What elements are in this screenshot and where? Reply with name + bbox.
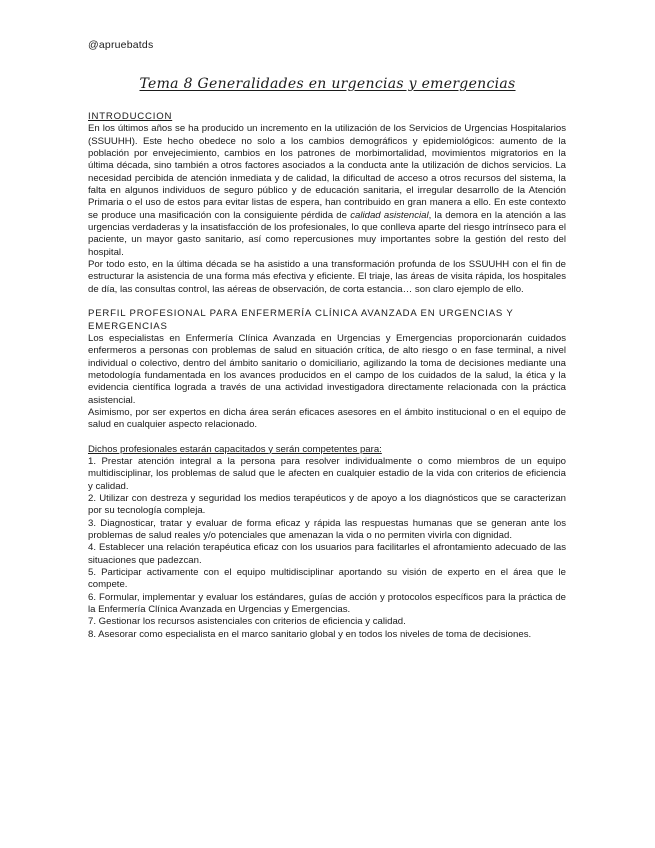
list-item: 6. Formular, implementar y evaluar los estándares, guías de acción y protocolos específicos para la práctica de la Enfermería Clínica Avanzada en Urgencias y Emergencias. — [88, 591, 566, 616]
list-item: 5. Participar activamente con el equipo multidisciplinar aportando su visión de experto en el área que le compete. — [88, 567, 566, 591]
section-heading-perfil-line1: PERFIL PROFESIONAL PARA ENFERMERÍA CLÍNICA AVANZADA EN URGENCIAS Y — [88, 308, 514, 320]
intro-paragraph-1-text: En los últimos años se ha producido un incremento en la utilización de los Servicios de Urgencias Hospitalarios (SSUUHH). Este hecho obedece no solo a los cambios demográficos y epidemiológicos: aumento de la población por envejecimiento, cambios en los patrones de morbimortalidad, movimientos migratorios en la última década, sino también a otros factores asociados a la conducta ante la utilización de dichos servicios. La necesidad percibida de atención inmediata y de calidad, la dificultad de acceso a otros recursos del sistema, la falta en algunos individuos de seguro público y de educación sanitaria, el irregular desarrollo de la Atención Primaria o el uso de estos para evitar listas de espera, han contribuido en gran manera a ello. En este contexto se produce una masificación con la consiguiente pérdida de — [88, 123, 566, 221]
document-body — [88, 111, 566, 641]
competencies-heading: Dichos profesionales estarán capacitados y serán competentes para: — [88, 443, 382, 455]
intro-paragraph-2: Por todo esto, en la última década se ha asistido a una transformación profunda de los SSUUHH con el fin de estructurar la asistencia de una forma más efectiva y eficiente. El triaje, las áreas de visita rápida, los hospitales de día, las consultas control, las aéreas de observación, de corta estancia… son claro ejemplo de ello. — [88, 259, 566, 295]
document-title: Tema 8 Generalidades en urgencias y emergencias — [139, 76, 516, 92]
spacer — [88, 432, 566, 444]
section-heading-perfil — [88, 308, 566, 333]
competencies-list — [88, 456, 566, 641]
section-heading-perfil-line2: EMERGENCIAS — [88, 320, 168, 332]
list-item: 3. Diagnosticar, tratar y evaluar de forma eficaz y rápida las respuestas humanas que se generan ante los problemas de salud reales y/o potenciales que amenazan la vida o no permiten vivirla con dignidad. — [88, 517, 566, 541]
list-item: 4. Establecer una relación terapéutica eficaz con los usuarios para facilitarles el afrontamiento adecuado de las situaciones que padezcan. — [88, 542, 566, 566]
perfil-paragraph-2: Asimismo, por ser expertos en dicha área serán eficaces asesores en el ámbito institucional o en el equipo de salud en cualquier aspecto relacionado. — [88, 406, 566, 431]
author-handle: @apruebatds — [88, 39, 154, 51]
list-item: 2. Utilizar con destreza y seguridad los medios terapéuticos y de apoyo a los diagnósticos que se caracterizan por su tecnología compleja. — [88, 492, 566, 517]
intro-paragraph-1 — [88, 123, 566, 259]
spacer — [88, 296, 566, 308]
list-item: 1. Prestar atención integral a la persona para resolver individualmente o como miembros de un equipo multidisciplinar, los problemas de salud que le afecten en cualquier estadio de la vida con criterios de eficiencia y calidad. — [88, 455, 566, 492]
intro-paragraph-1-emphasis: calidad asistencial — [350, 209, 429, 221]
intro-paragraph-1-end: , la demora en la atención a las urgencias verdaderas y la insatisfacción de los profesionales, lo que conlleva aparte del riesgo intrínseco para el paciente, un mayor gasto sanitario, así como repercusiones muy importantes sobre la gestión del resto del hospital. — [88, 209, 566, 258]
perfil-paragraph-1: Los especialistas en Enfermería Clínica Avanzada en Urgencias y Emergencias proporcionarán cuidados enfermeros a personas con problemas de salud en situación crítica, de alto riesgo o en fase terminal, a nivel individual o colectivo, dentro del ámbito sanitario o domiciliario, agilizando la toma de decisiones mediante una metodología fundamentada en los avances producidos en el campo de los cuidados de la salud, la ética y la evidencia científica lograda a través de una actividad investigadora directamente relacionada con la práctica asistencial. — [88, 332, 566, 406]
list-item: 8. Asesorar como especialista en el marco sanitario global y en todos los niveles de toma de decisiones. — [88, 628, 532, 640]
list-item: 7. Gestionar los recursos asistenciales con criterios de eficiencia y calidad. — [88, 616, 406, 628]
section-heading-introduccion: INTRODUCCION — [88, 111, 173, 122]
